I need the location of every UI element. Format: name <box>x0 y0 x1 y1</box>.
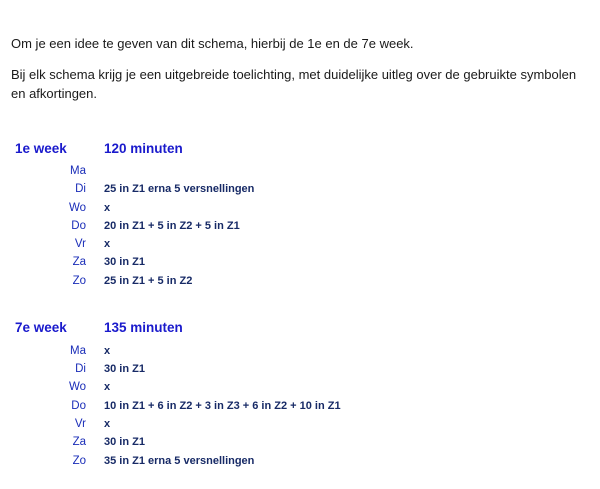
week-7-day-wo: Wo <box>68 381 86 393</box>
week-7-day-zo: Zo <box>72 455 86 467</box>
week-1-day-za: Za <box>72 256 86 268</box>
week-1-day-zo: Zo <box>72 275 86 287</box>
week-7-plan-vr: x <box>104 418 111 430</box>
week-7-plan-do: 10 in Z1 + 6 in Z2 + 3 in Z3 + 6 in Z2 + 10 in Z1 <box>104 400 341 412</box>
week-7-title: 7e week <box>15 320 67 335</box>
week-1-plan-wo: x <box>104 202 111 214</box>
week-1-title: 1e week <box>15 141 67 156</box>
intro-paragraph-2: Bij elk schema krijg je een uitgebreide toelichting, met duidelijke uitleg over de gebruikte symbolen en afkortingen. <box>11 67 577 101</box>
week-7-day-za: Za <box>72 436 86 448</box>
week-7-day-vr: Vr <box>74 418 86 430</box>
week-7-day-do: Do <box>71 400 86 412</box>
week-7-plan-wo: x <box>104 381 111 393</box>
week-7-plan-zo: 35 in Z1 erna 5 versnellingen <box>104 455 255 467</box>
week-1-plan-vr: x <box>104 238 111 250</box>
week-7-day-ma: Ma <box>70 345 86 357</box>
week-1-day-di: Di <box>75 183 86 195</box>
week-1-minutes: 120 minuten <box>104 141 183 156</box>
week-1-day-wo: Wo <box>68 202 86 214</box>
week-1-day-ma: Ma <box>70 165 86 177</box>
week-1-plan-di: 25 in Z1 erna 5 versnellingen <box>104 183 255 195</box>
week-1-plan-za: 30 in Z1 <box>104 256 145 268</box>
week-1-plan-do: 20 in Z1 + 5 in Z2 + 5 in Z1 <box>104 220 240 232</box>
intro-paragraph-1: Om je een idee te geven van dit schema, hierbij de 1e en de 7e week. <box>11 36 414 51</box>
week-7-minutes: 135 minuten <box>104 320 183 335</box>
week-7-day-di: Di <box>75 363 86 375</box>
week-1-day-vr: Vr <box>74 238 86 250</box>
week-1-day-do: Do <box>71 220 86 232</box>
week-7-plan-ma: x <box>104 345 111 357</box>
week-7-plan-di: 30 in Z1 <box>104 363 145 375</box>
week-1-plan-zo: 25 in Z1 + 5 in Z2 <box>104 275 193 287</box>
week-7-plan-za: 30 in Z1 <box>104 436 145 448</box>
